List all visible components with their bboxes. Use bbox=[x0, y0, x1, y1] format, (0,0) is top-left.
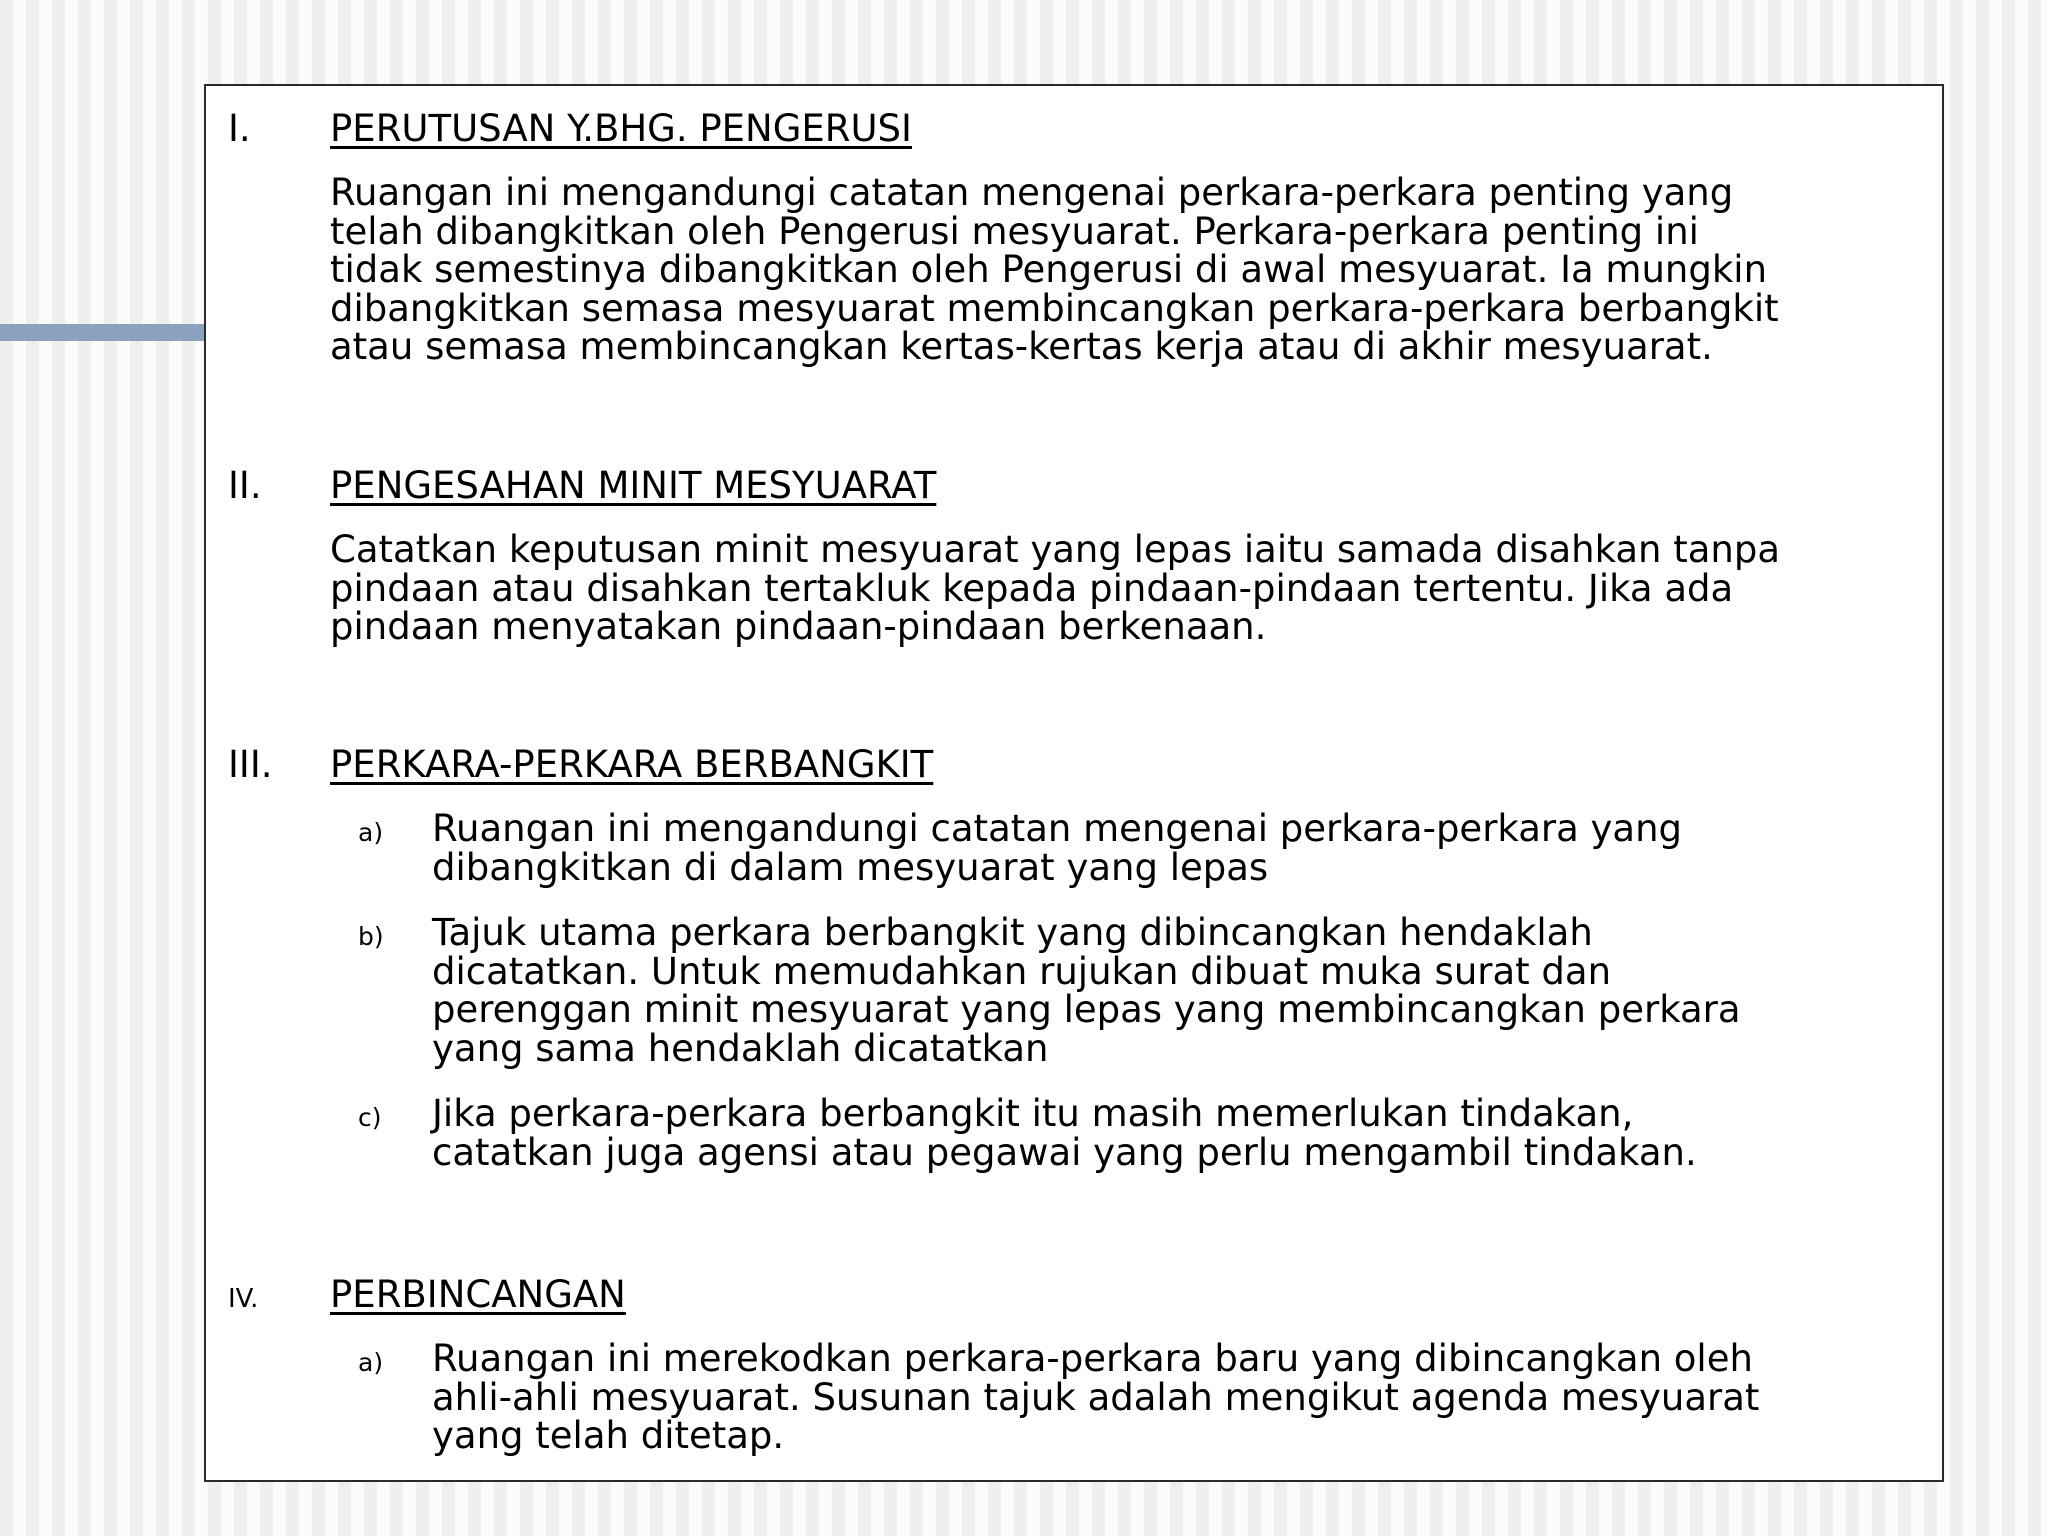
section-numeral: II. bbox=[228, 464, 262, 507]
section-title: PERKARA-PERKARA BERBANGKIT bbox=[330, 743, 934, 786]
list-item bbox=[330, 1337, 1942, 1457]
section-paragraph: Catatkan keputusan minit mesyuarat yang lepas iaitu samada disahkan tanpa pindaan atau disahkan tertakluk kepada pindaan-pindaan tertentu. Jika ada pindaan menyatakan pindaan-pindaan berkenaan. bbox=[330, 528, 1781, 648]
section-numeral: I. bbox=[228, 107, 251, 150]
section-numeral: III. bbox=[228, 743, 273, 786]
section-title: PERUTUSAN Y.BHG. PENGERUSI bbox=[330, 107, 912, 150]
section-pengesahan-minit bbox=[206, 463, 1942, 647]
section-title: PERBINCANGAN bbox=[330, 1273, 626, 1316]
section-perkara-berbangkit bbox=[206, 742, 1942, 1172]
item-text: Ruangan ini merekodkan perkara-perkara baru yang dibincangkan oleh ahli-ahli mesyuarat. Susunan tajuk adalah mengikut agenda mesyuarat yang telah ditetap. bbox=[432, 1337, 1760, 1457]
section-perutusan bbox=[206, 106, 1942, 367]
item-label: a) bbox=[358, 818, 384, 847]
list-item bbox=[330, 911, 1942, 1070]
item-text: Ruangan ini mengandungi catatan mengenai perkara-perkara yang dibangkitkan di dalam mesyuarat yang lepas bbox=[432, 807, 1683, 889]
item-label: a) bbox=[358, 1348, 384, 1377]
item-label: c) bbox=[358, 1103, 382, 1132]
section-numeral: IV. bbox=[228, 1284, 259, 1314]
list-item bbox=[330, 1092, 1942, 1174]
content-frame bbox=[204, 84, 1944, 1482]
list-item bbox=[330, 807, 1942, 889]
section-perbincangan bbox=[206, 1272, 1942, 1456]
item-text: Jika perkara-perkara berbangkit itu masih memerlukan tindakan, catatkan juga agensi atau pegawai yang perlu mengambil tindakan. bbox=[432, 1092, 1697, 1174]
item-label: b) bbox=[358, 922, 384, 951]
section-title: PENGESAHAN MINIT MESYUARAT bbox=[330, 464, 937, 507]
section-paragraph: Ruangan ini mengandungi catatan mengenai perkara-perkara penting yang telah dibangkitkan oleh Pengerusi mesyuarat. Perkara-perkara penting ini tidak semestinya dibangkitkan oleh Pengerusi di awal mesyuarat. Ia mungkin dibangkitkan semasa mesyuarat membincangkan perkara-perkara berbangkit atau semasa membincangkan kertas-kertas kerja atau di akhir mesyuarat. bbox=[330, 171, 1779, 368]
decorative-accent-bar bbox=[0, 324, 206, 341]
item-text: Tajuk utama perkara berbangkit yang dibincangkan hendaklah dicatatkan. Untuk memudahkan rujukan dibuat muka surat dan perenggan minit mesyuarat yang lepas yang membincangkan perkara yang sama hendaklah dicatatkan bbox=[432, 911, 1741, 1070]
